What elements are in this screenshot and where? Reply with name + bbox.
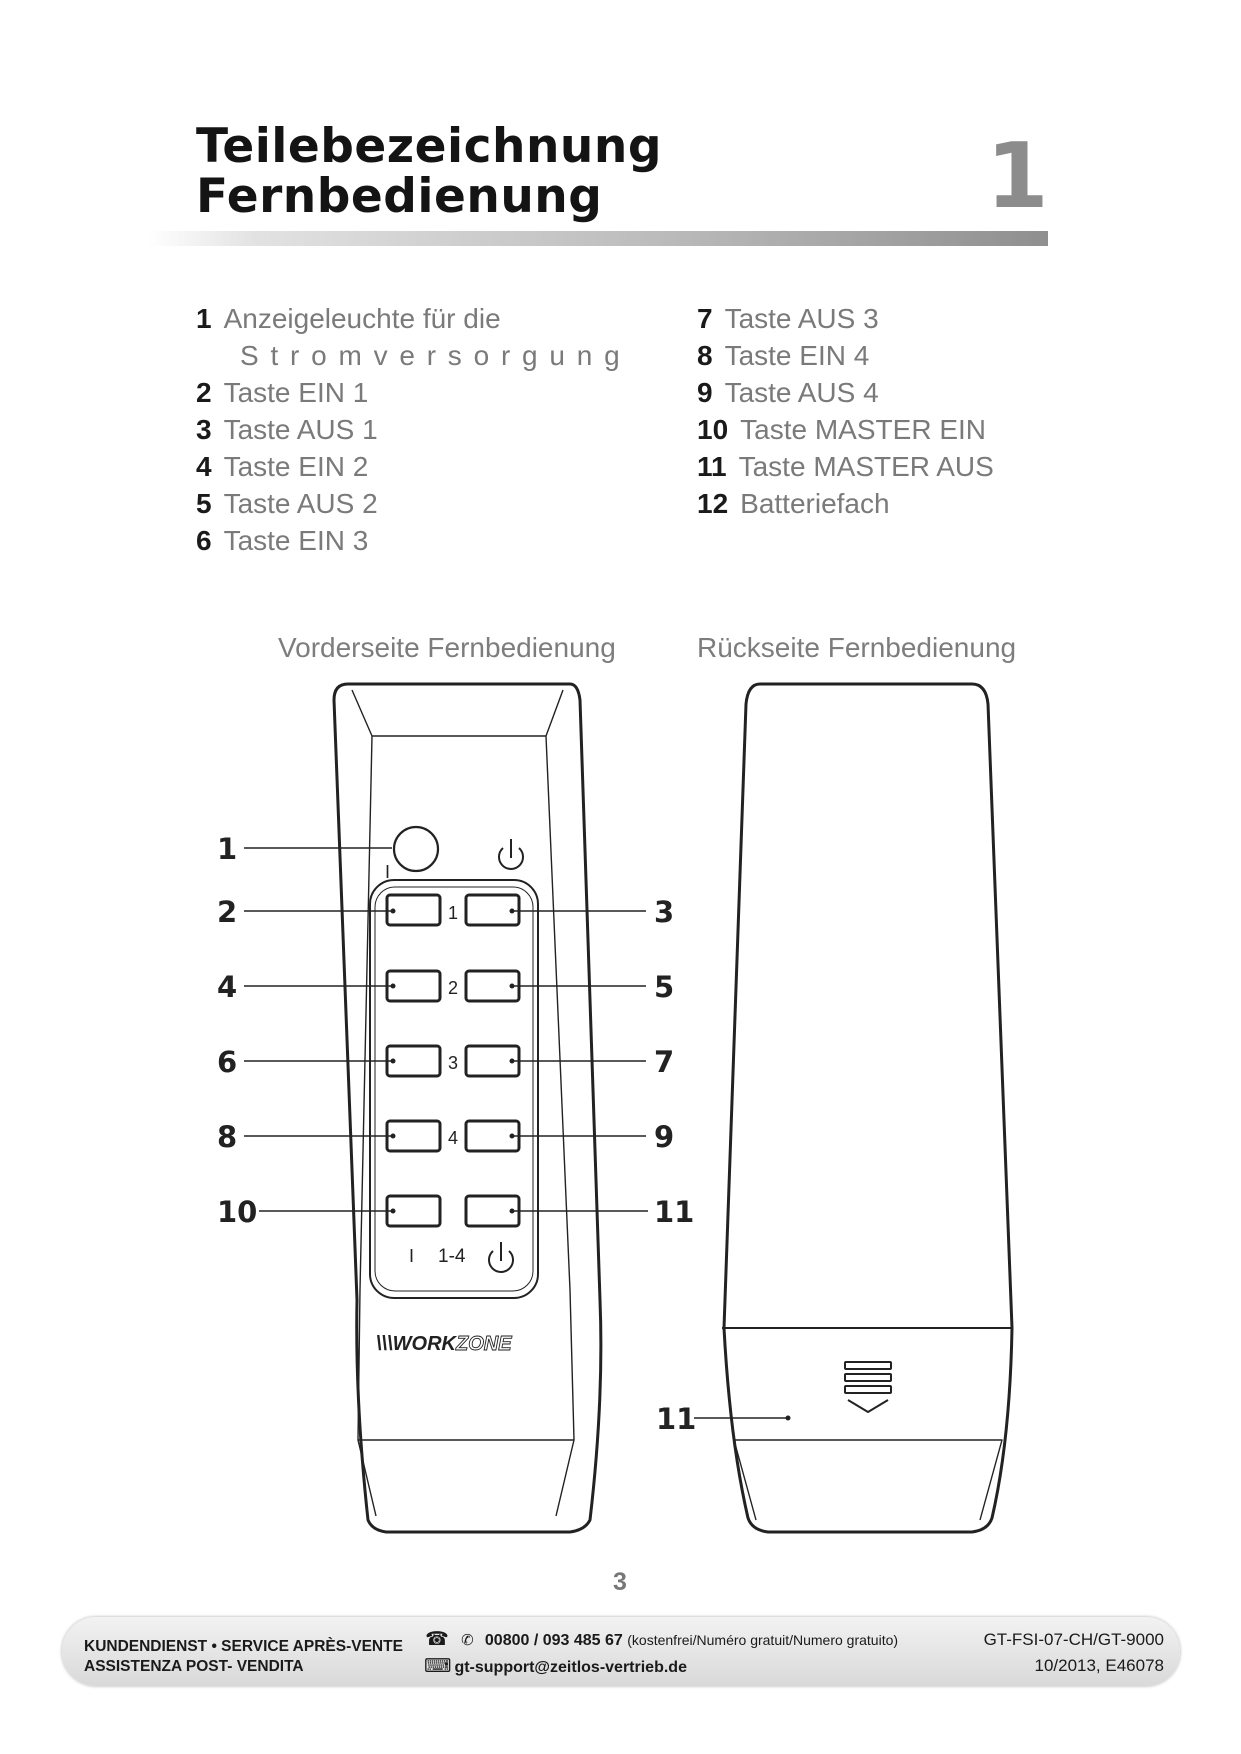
callout-10: 10 — [217, 1195, 258, 1229]
callout-9: 9 — [654, 1120, 675, 1154]
title-line-1: Teilebezeichnung — [196, 119, 662, 174]
brand-logo — [376, 1333, 512, 1355]
callout-lines — [244, 848, 788, 1418]
list-item: 2 Taste EIN 1 — [196, 377, 369, 408]
list-item: 3 Taste AUS 1 — [196, 414, 378, 445]
front-caption: Vorderseite Fernbedienung — [278, 632, 616, 663]
channel-label-1: 1 — [447, 903, 459, 923]
callout-5: 5 — [654, 970, 675, 1004]
callout-11: 11 — [654, 1195, 695, 1229]
list-item: 4 Taste EIN 2 — [196, 451, 369, 482]
front-remote-body — [334, 684, 601, 1532]
date-code: 10/2013, E46078 — [1034, 1656, 1164, 1675]
freecall-icon: ✆ — [461, 1632, 474, 1649]
phone-number[interactable]: 00800 / 093 485 67 — [484, 1632, 623, 1649]
battery-compartment-grip-icon — [845, 1362, 891, 1412]
brand-slashes: \\\ — [376, 1333, 393, 1355]
list-item: 7 Taste AUS 3 — [697, 303, 879, 334]
master-power-symbol-icon — [489, 1242, 513, 1272]
phone-note: (kostenfrei/Numéro gratuit/Numero gratuito) — [627, 1632, 899, 1648]
callout-2: 2 — [217, 895, 238, 929]
on-symbol-label: I — [385, 862, 391, 882]
callout-4: 4 — [217, 970, 238, 1004]
service-label: KUNDENDIENST • SERVICE APRÈS-VENTE ASSISTENZA POST- VENDITA — [84, 1638, 403, 1675]
chapter-number: 1 — [986, 124, 1049, 229]
button-panel — [370, 880, 538, 1298]
channel-label-3: 3 — [447, 1053, 459, 1073]
list-item: 9 Taste AUS 4 — [697, 377, 879, 408]
list-item: 8 Taste EIN 4 — [697, 340, 870, 371]
callout-8: 8 — [217, 1120, 238, 1154]
callout-6: 6 — [217, 1045, 238, 1079]
list-item: 5 Taste AUS 2 — [196, 488, 378, 519]
support-email[interactable]: gt-support@zeitlos-vertrieb.de — [454, 1659, 687, 1676]
callout-7: 7 — [654, 1045, 675, 1079]
master-label: 1-4 — [438, 1246, 466, 1267]
callout-11-back: 11 — [656, 1402, 697, 1436]
channel-label-2: 2 — [447, 978, 459, 998]
callout-1: 1 — [217, 832, 238, 866]
model-info — [984, 1627, 1164, 1679]
page-number: 3 — [613, 1568, 627, 1596]
back-caption: Rückseite Fernbedienung — [697, 632, 1017, 663]
computer-icon: ⌨ — [424, 1656, 452, 1677]
list-item: 6 Taste EIN 3 — [196, 525, 369, 556]
power-symbol-icon — [499, 839, 523, 869]
list-item: 12 Batteriefach — [697, 488, 890, 519]
master-on-symbol-label: I — [409, 1246, 415, 1266]
footer — [62, 1617, 1180, 1686]
power-indicator-light — [394, 827, 438, 871]
telephone-icon: ☎ — [425, 1629, 449, 1650]
back-remote-body — [722, 684, 1012, 1532]
brand-outline: ZONE — [456, 1333, 512, 1355]
model-number: GT-FSI-07-CH/GT-9000 — [983, 1630, 1164, 1649]
list-item: 1 Anzeigeleuchte für die — [196, 303, 501, 334]
list-item: 11 Taste MASTER AUS — [697, 451, 994, 482]
contact-info — [424, 1627, 898, 1681]
brand-bold: WORK — [392, 1333, 456, 1355]
list-item: 10 Taste MASTER EIN — [697, 414, 986, 445]
title-line-2: Fernbedienung — [196, 169, 603, 224]
channel-label-4: 4 — [447, 1128, 459, 1148]
list-item: S t r o m v e r s o r g u n g — [240, 340, 622, 371]
callout-3: 3 — [654, 895, 675, 929]
